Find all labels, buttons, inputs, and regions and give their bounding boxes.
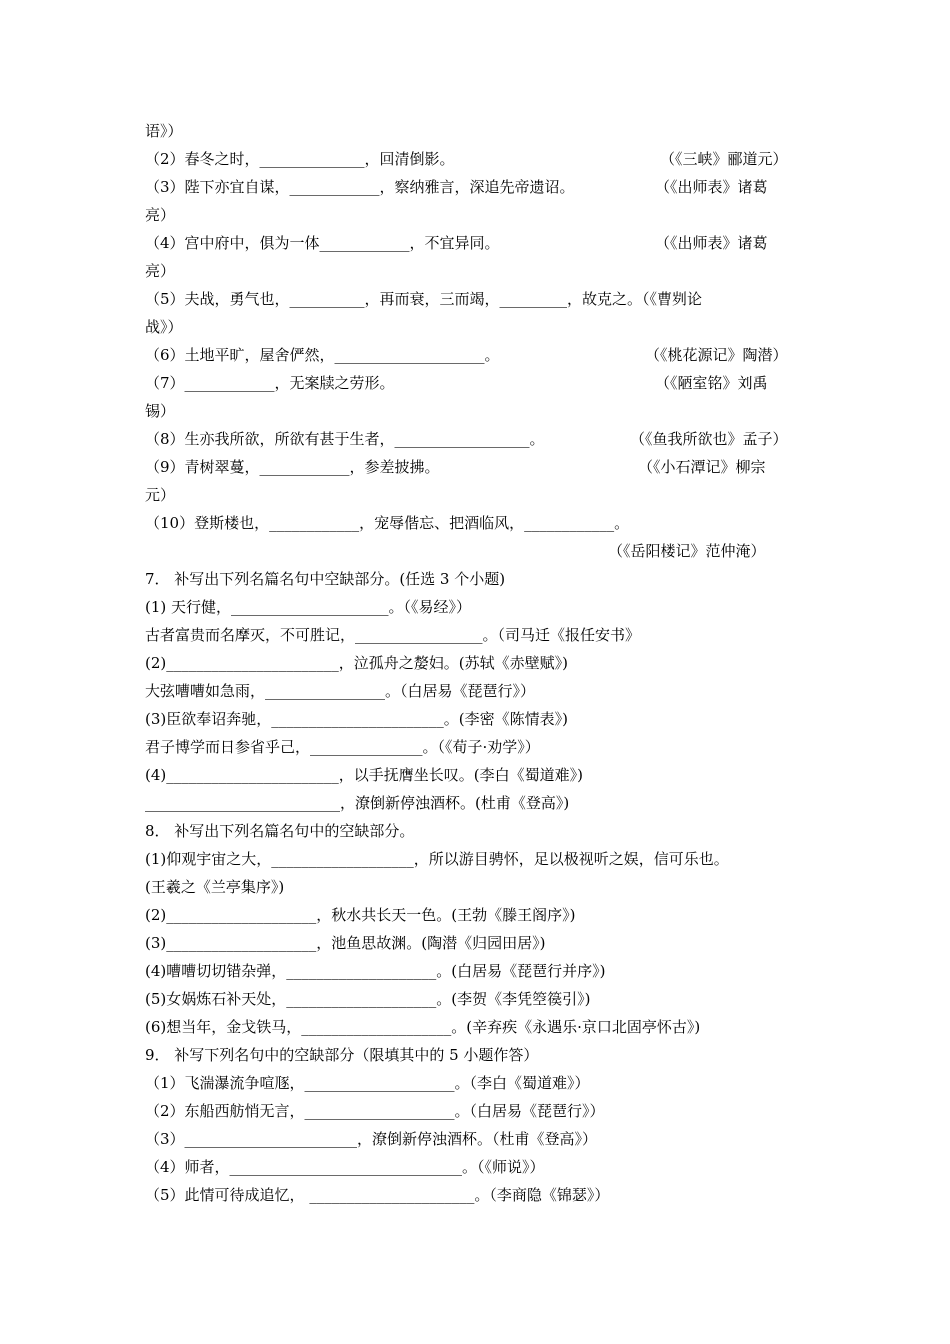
text-line: （9）青树翠蔓，____________，参差披拂。 bbox=[145, 458, 440, 476]
text-line: (2)_______________________，泣孤舟之嫠妇。(苏轼《赤壁赋》) bbox=[145, 654, 568, 672]
text-line: （3）陛下亦宜自谋，____________，察纳雅言，深追先帝遗诏。 bbox=[145, 178, 575, 196]
text-line: 元） bbox=[145, 486, 176, 504]
text-line: (1)仰观宇宙之大，___________________，所以游目骋怀，足以极视听之娱，信可乐也。 bbox=[145, 850, 729, 868]
text-line: （8）生亦我所欲，所欲有甚于生者，__________________。 bbox=[145, 430, 545, 448]
text-line: （5）此情可待成追忆， ______________________。（李商隐《锦瑟》） bbox=[145, 1186, 610, 1204]
text-line: (5)女娲炼石补天处，____________________。(李贺《李凭箜篌引》) bbox=[145, 990, 591, 1008]
text-line: （6）土地平旷，屋舍俨然，____________________。 bbox=[145, 346, 500, 364]
text-line: （3）_______________________，潦倒新停浊酒杯。（杜甫《登高》） bbox=[145, 1130, 598, 1148]
text-line: （5）夫战，勇气也，__________，再而衰，三而竭，_________，故克之。（《曹刿论 bbox=[145, 290, 703, 308]
source-citation: （《鱼我所欲也》孟子） bbox=[630, 430, 788, 448]
text-line: 君子博学而日参省乎己，_______________。（《荀子·劝学》） bbox=[145, 738, 540, 756]
text-line: 大弦嘈嘈如急雨，________________。（白居易《琵琶行》） bbox=[145, 682, 536, 700]
source-citation: （《岳阳楼记》范仲淹） bbox=[608, 542, 766, 560]
text-line: 亮） bbox=[145, 206, 176, 224]
text-line: （7）____________，无案牍之劳形。 bbox=[145, 374, 395, 392]
text-line: (6)想当年，金戈铁马，____________________。(辛弃疾《永遇乐·京口北固亭怀古》) bbox=[145, 1018, 701, 1036]
question-heading: 8． 补写出下列名篇名句中的空缺部分。 bbox=[145, 822, 415, 840]
text-line: （10）登斯楼也，____________，宠辱偕忘、把酒临风，____________。 bbox=[145, 514, 630, 532]
text-line: 语》） bbox=[145, 122, 183, 140]
question-heading: 9． 补写下列名句中的空缺部分（限填其中的 5 小题作答） bbox=[145, 1046, 539, 1064]
text-line: 古者富贵而名摩灭，不可胜记，_________________。（司马迁《报任安书》 bbox=[145, 626, 641, 644]
text-line: （2）东船西舫悄无言，____________________。（白居易《琵琶行》） bbox=[145, 1102, 605, 1120]
text-line: 亮） bbox=[145, 262, 176, 280]
source-citation: （《小石潭记》柳宗 bbox=[638, 458, 766, 476]
source-citation: （《陋室铭》刘禹 bbox=[655, 374, 768, 392]
text-line: (3)臣欲奉诏奔驰，_______________________。(李密《陈情表》) bbox=[145, 710, 568, 728]
text-line: （4）师者，_______________________________。（《师说》） bbox=[145, 1158, 545, 1176]
text-line: (4)_______________________，以手抚膺坐长叹。(李白《蜀道难》) bbox=[145, 766, 583, 784]
text-line: (3)____________________，池鱼思故渊。(陶潜《归园田居》) bbox=[145, 934, 546, 952]
text-line: __________________________，潦倒新停浊酒杯。(杜甫《登高》) bbox=[145, 794, 570, 812]
text-line: （2）春冬之时，______________，回清倒影。 bbox=[145, 150, 455, 168]
source-citation: （《出师表》诸葛 bbox=[655, 178, 768, 196]
text-line: （4）宫中府中，俱为一体____________，不宜异同。 bbox=[145, 234, 500, 252]
text-line: (1) 天行健，_____________________。（《易经》） bbox=[145, 598, 472, 616]
text-line: （1）飞湍瀑流争喧豗，____________________。（李白《蜀道难》） bbox=[145, 1074, 590, 1092]
question-heading: 7． 补写出下列名篇名句中空缺部分。(任选 3 个小题) bbox=[145, 570, 506, 588]
source-citation: （《出师表》诸葛 bbox=[655, 234, 768, 252]
text-line: (4)嘈嘈切切错杂弹，____________________。(白居易《琵琶行并序》) bbox=[145, 962, 606, 980]
source-citation: （《桃花源记》陶潜） bbox=[645, 346, 788, 364]
text-line: 战》） bbox=[145, 318, 183, 336]
text-line: 锡） bbox=[145, 402, 176, 420]
text-line: (2)____________________，秋水共长天一色。(王勃《滕王阁序》) bbox=[145, 906, 576, 924]
source-citation: （《三峡》郦道元） bbox=[660, 150, 788, 168]
text-line: (王羲之《兰亭集序》) bbox=[145, 878, 285, 896]
